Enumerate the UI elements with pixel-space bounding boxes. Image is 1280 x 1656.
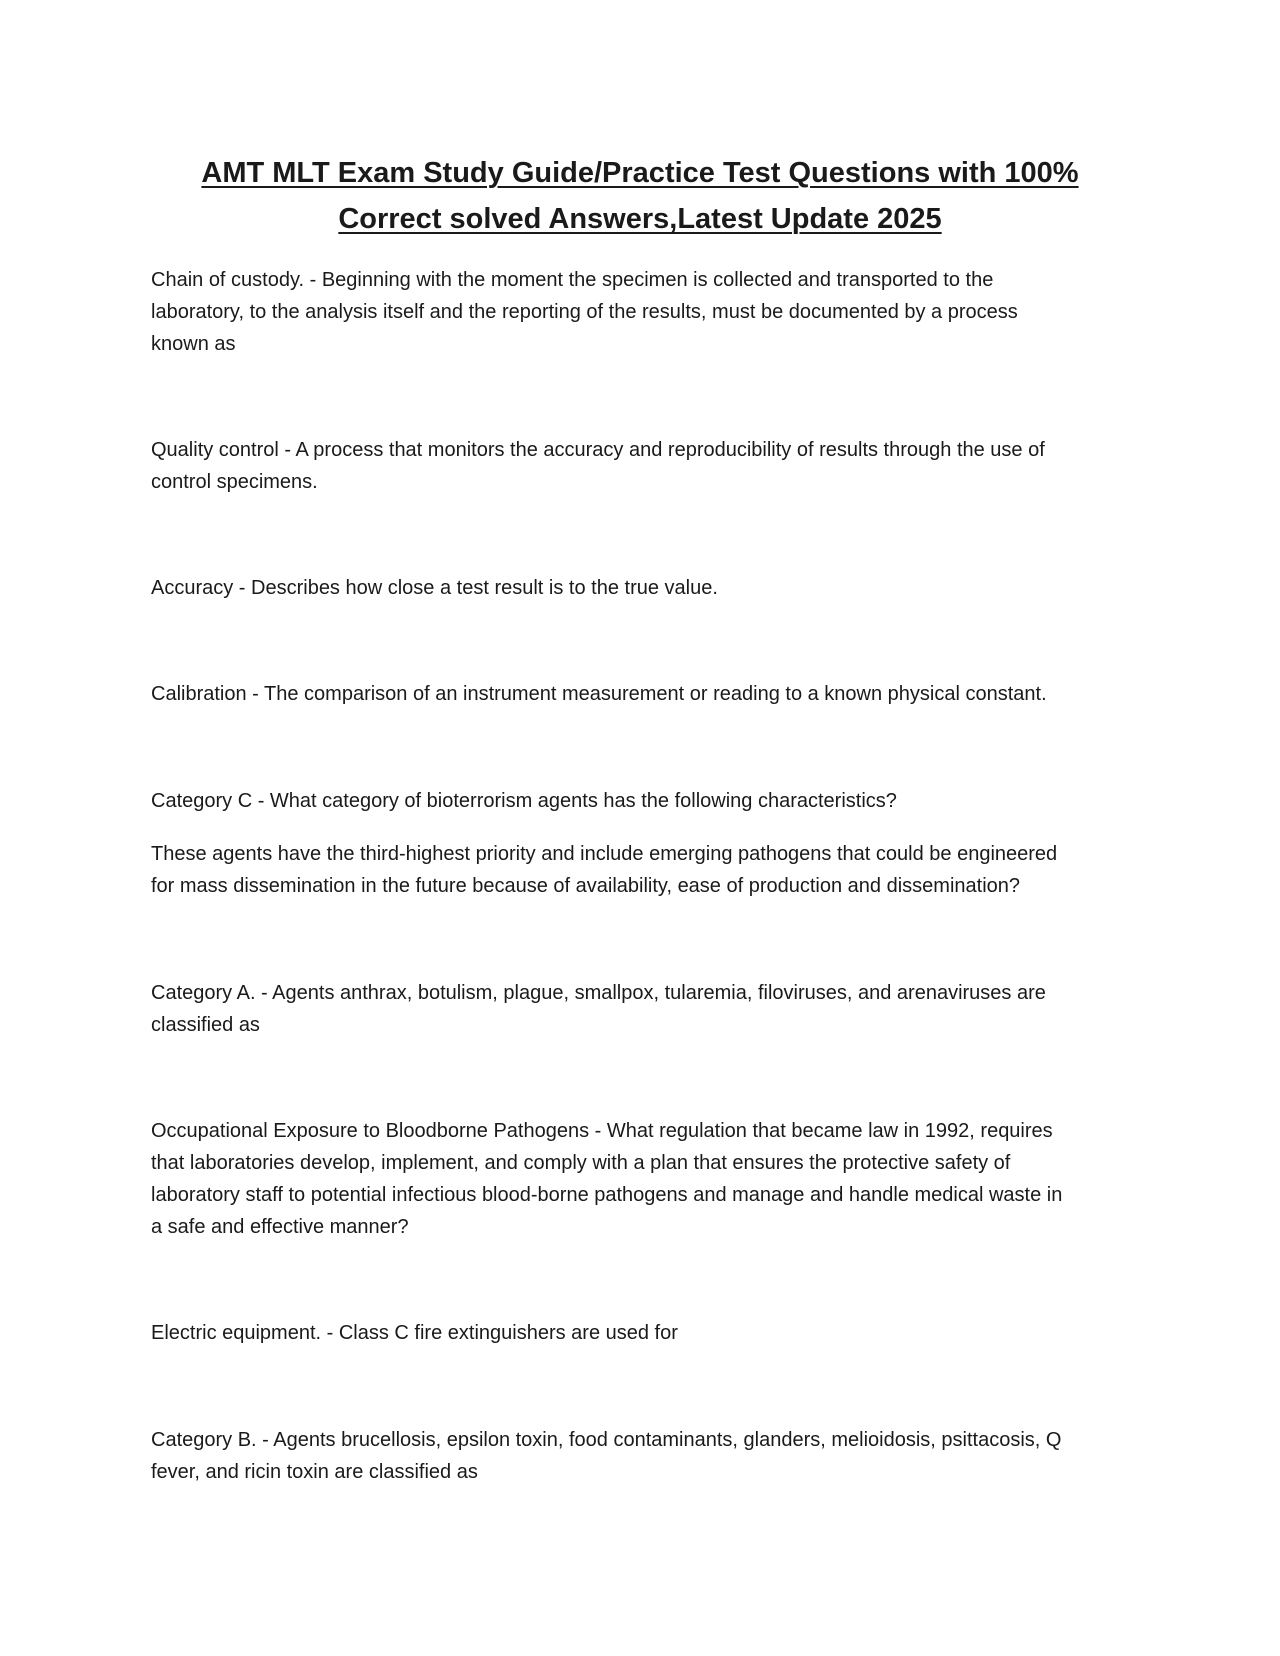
entry-line: Chain of custody. - Beginning with the moment the specimen is collected and transported to the — [151, 269, 994, 291]
entry-line: Quality control - A process that monitors the accuracy and reproducibility of results through the use of — [151, 439, 1045, 461]
entry-line: for mass dissemination in the future because of availability, ease of production and dissemination? — [151, 875, 1021, 897]
entry-category-c — [151, 785, 1131, 817]
entry-category-a — [151, 977, 1131, 1041]
entry-calibration — [151, 678, 1131, 710]
entry-line: Accuracy - Describes how close a test result is to the true value. — [151, 577, 718, 599]
document-title-line-2: Correct solved Answers,Latest Update 2025 — [338, 203, 942, 235]
document-title-line-1: AMT MLT Exam Study Guide/Practice Test Questions with 100% — [201, 157, 1079, 189]
entry-category-b — [151, 1424, 1131, 1488]
document-title — [150, 150, 1130, 242]
entry-line: known as — [151, 333, 236, 355]
entry-chain-of-custody — [151, 264, 1131, 360]
entry-quality-control — [151, 434, 1131, 498]
entry-line: laboratory staff to potential infectious blood-borne pathogens and manage and handle medical waste in — [151, 1184, 1063, 1206]
entry-line: Electric equipment. - Class C fire extinguishers are used for — [151, 1322, 678, 1344]
entry-line: that laboratories develop, implement, and comply with a plan that ensures the protective safety of — [151, 1152, 1011, 1174]
entry-line: These agents have the third-highest priority and include emerging pathogens that could be engineered — [151, 843, 1058, 865]
entry-line: classified as — [151, 1014, 260, 1036]
entry-electric-equipment — [151, 1317, 1131, 1349]
entry-bloodborne-pathogens — [151, 1115, 1131, 1243]
entry-accuracy — [151, 572, 1131, 604]
entry-line: Category C - What category of bioterrorism agents has the following characteristics? — [151, 790, 897, 812]
entry-line: fever, and ricin toxin are classified as — [151, 1461, 478, 1483]
entry-line: control specimens. — [151, 471, 318, 493]
entry-line: laboratory, to the analysis itself and the reporting of the results, must be documented by a process — [151, 301, 1018, 323]
entry-line: Category A. - Agents anthrax, botulism, plague, smallpox, tularemia, filoviruses, and arenaviruses are — [151, 982, 1046, 1004]
entry-line: Category B. - Agents brucellosis, epsilon toxin, food contaminants, glanders, melioidosis, psittacosis, Q — [151, 1429, 1062, 1451]
entry-category-c-detail — [151, 838, 1131, 902]
entry-line: Occupational Exposure to Bloodborne Pathogens - What regulation that became law in 1992, requires — [151, 1120, 1053, 1142]
entry-line: a safe and effective manner? — [151, 1216, 409, 1238]
entry-line: Calibration - The comparison of an instrument measurement or reading to a known physical constant. — [151, 683, 1047, 705]
